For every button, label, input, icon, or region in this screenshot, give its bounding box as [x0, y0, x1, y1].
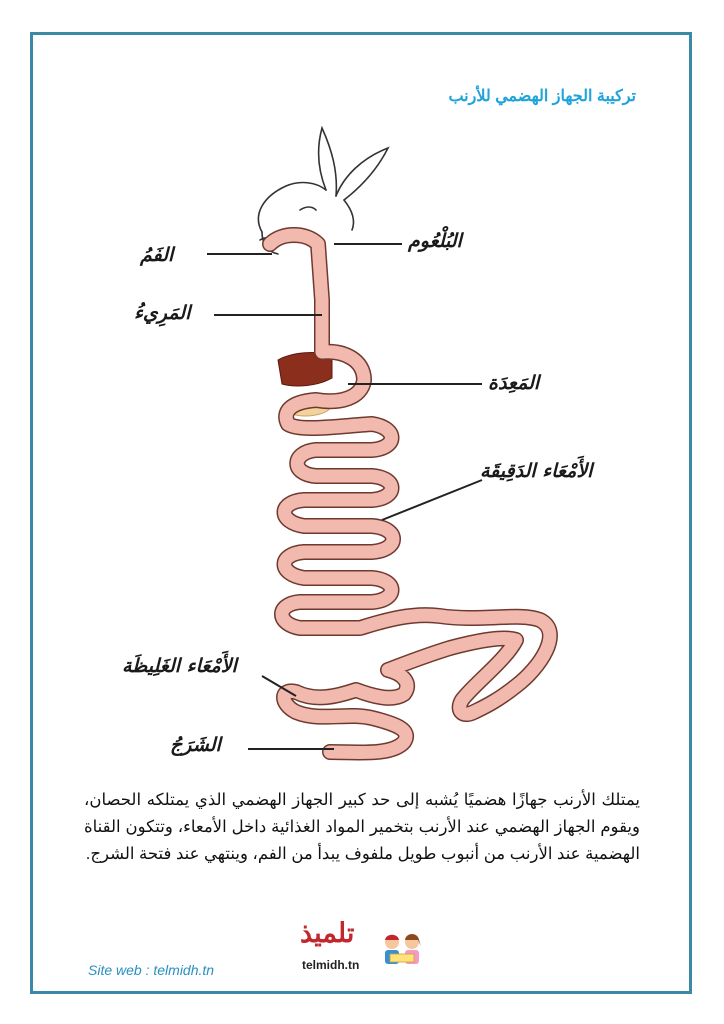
kids-reading-icon: [378, 930, 426, 970]
esophagus-tube: [318, 250, 322, 352]
label-pharynx: البُلْعُوم: [408, 230, 462, 252]
label-small-intestine: الأَمْعَاء الدَقِيقَة: [480, 460, 593, 482]
label-mouth: الفَمُ: [140, 244, 174, 266]
label-large-intestine: الأَمْعَاء الغَلِيظَة: [122, 655, 237, 677]
description-paragraph: يمتلك الأرنب جهازًا هضميًا يُشبه إلى حد كبير الجهاز الهضمي الذي يمتلكه الحصان، ويقوم الجهاز الهضمي عند الأرنب بتخمير المواد الغذائية داخل الأمعاء، وتتكون القناة الهضمية عند الأرنب من أنبوب طويل ملفوف يبدأ من الفم، وينتهي عند فتحة الشرج.: [84, 791, 640, 863]
label-esophagus: المَرِيءُ: [134, 302, 191, 324]
logo-latin: telmidh.tn: [302, 958, 360, 972]
page-title: تركيبة الجهاز الهضمي للأرنب: [448, 88, 636, 105]
logo-arabic: تلميذ: [300, 918, 355, 949]
label-stomach: المَعِدَة: [488, 372, 540, 394]
label-anus: الشَرَجُ: [170, 734, 221, 756]
site-link[interactable]: Site web : telmidh.tn: [88, 962, 215, 978]
